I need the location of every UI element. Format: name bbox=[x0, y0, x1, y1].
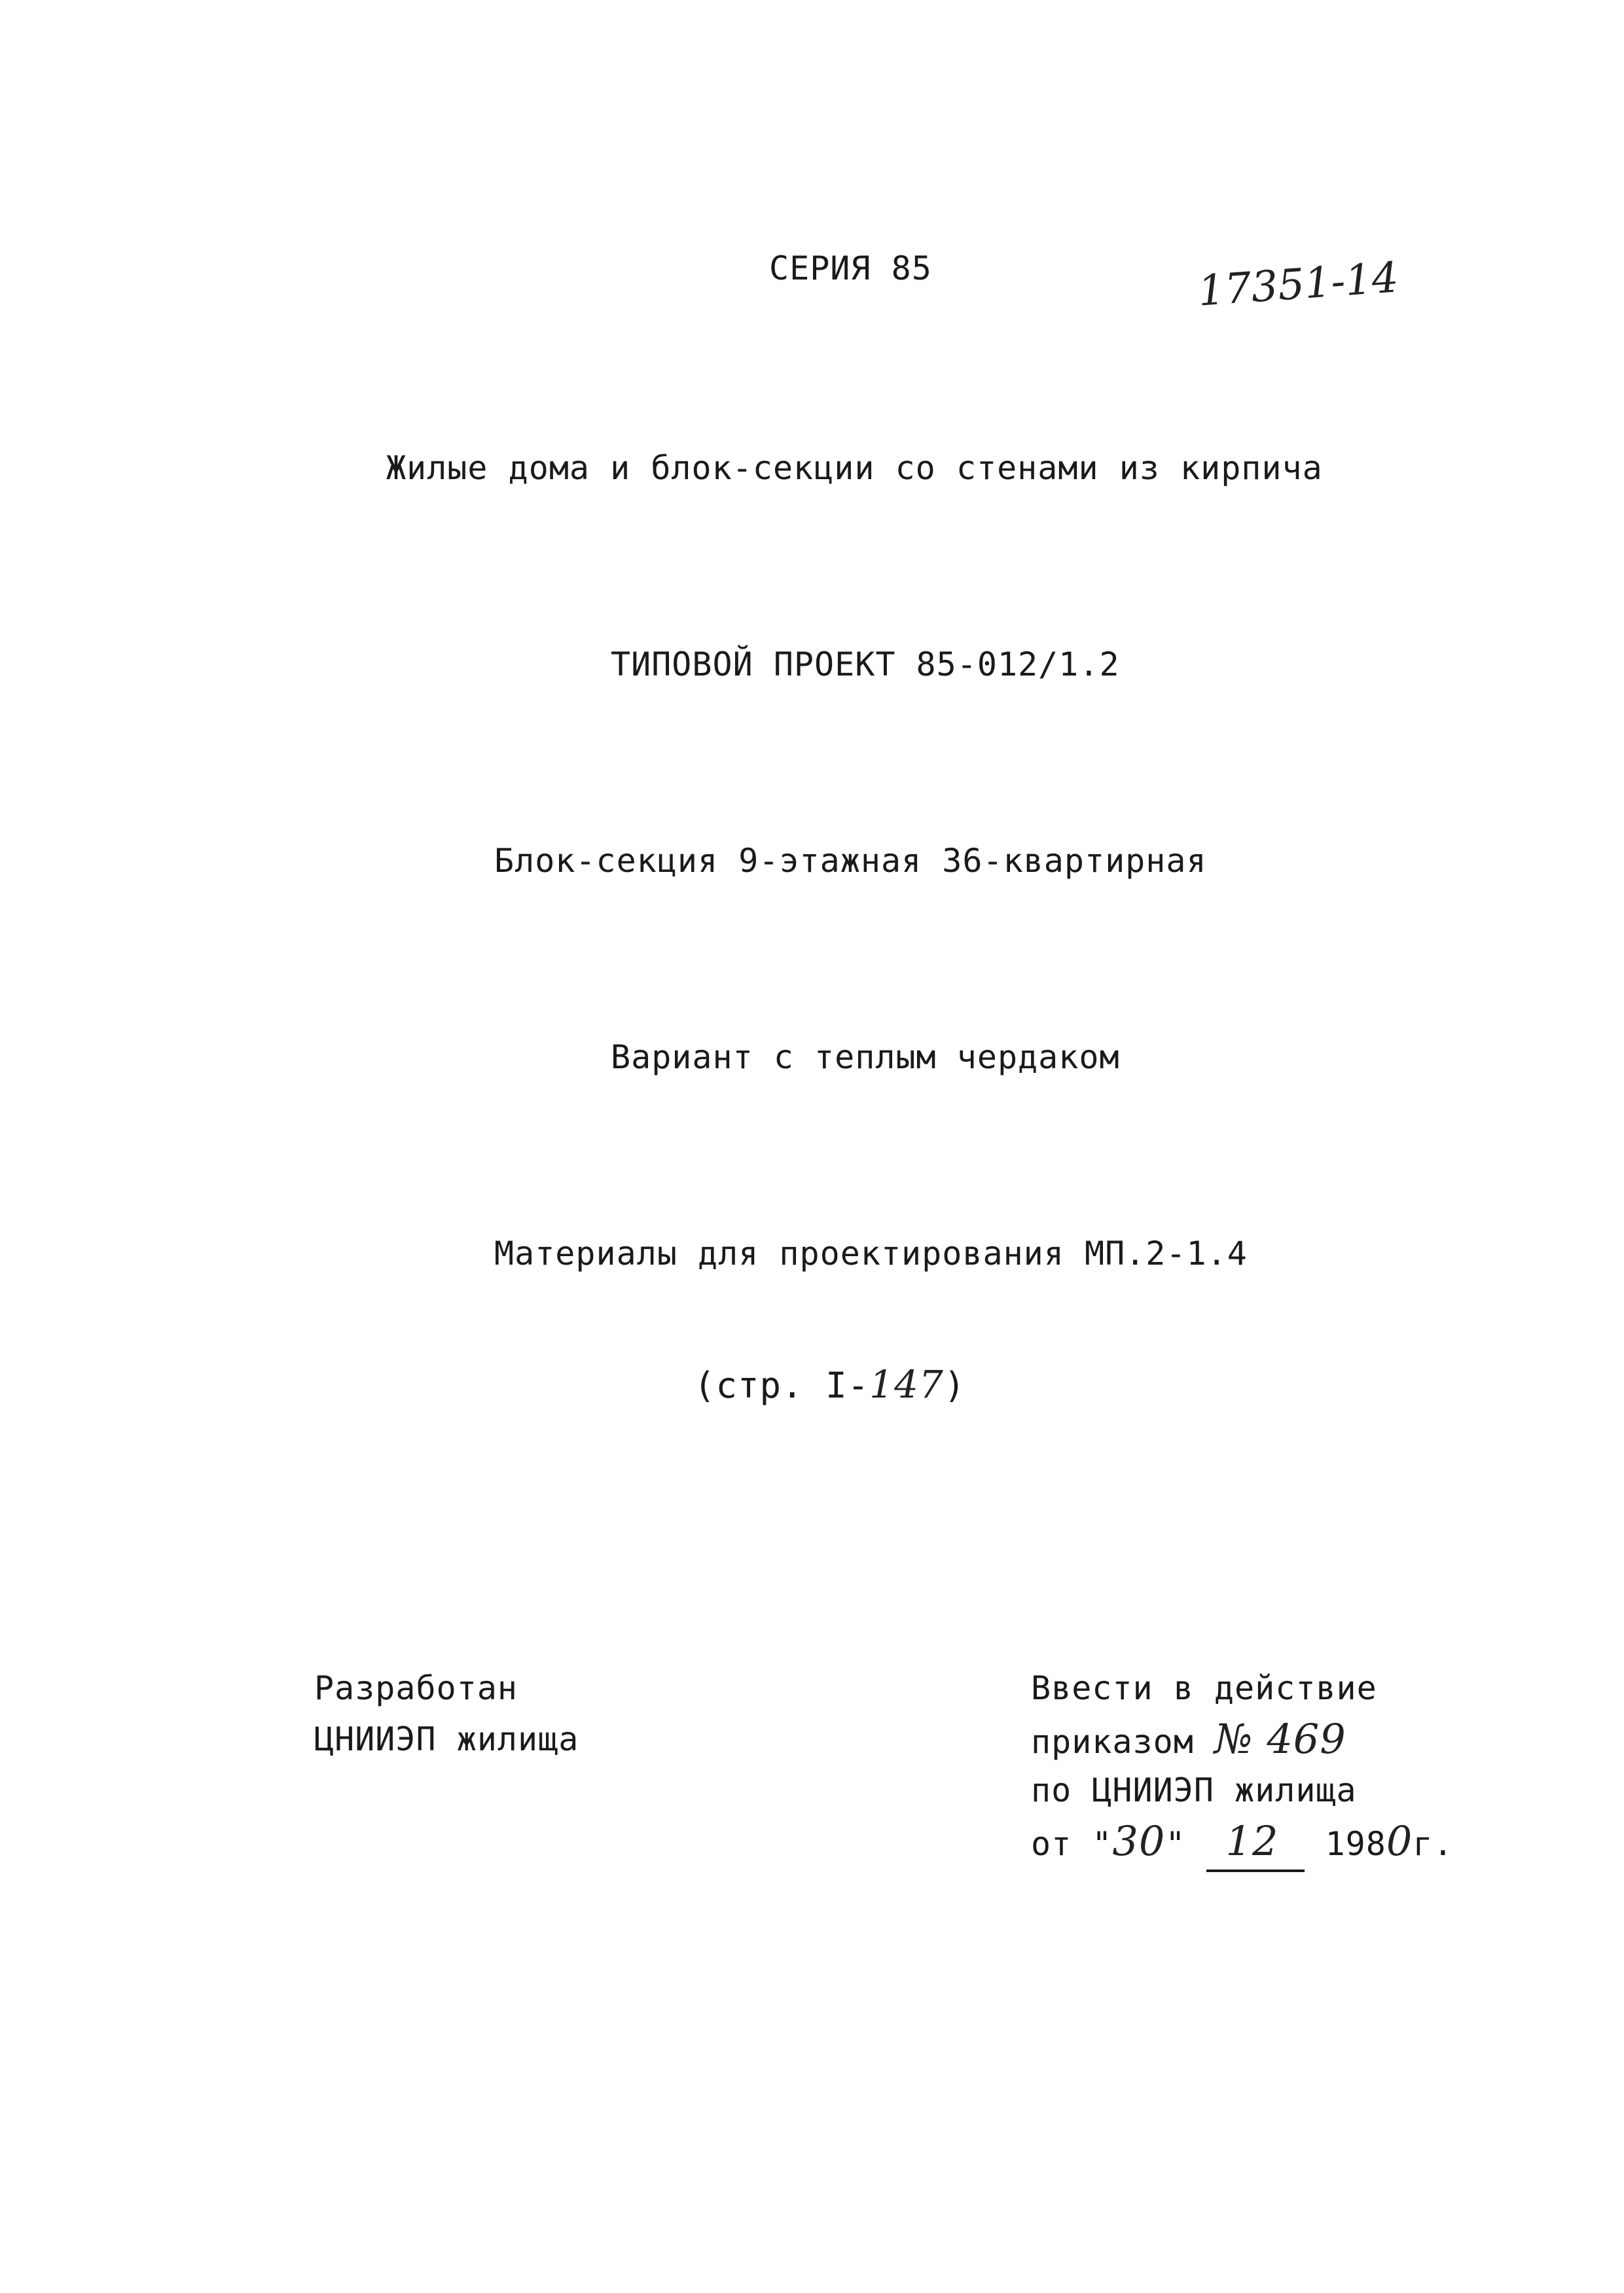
date-line bbox=[1031, 1816, 1454, 1867]
materials-title: Материалы для проектирования МП.2-1.4 bbox=[494, 1235, 1248, 1273]
handwritten-day: 30 bbox=[1112, 1817, 1166, 1865]
enact-label: Ввести в действие bbox=[1031, 1669, 1377, 1707]
developer-organization: ЦНИИЭП жилища bbox=[314, 1720, 579, 1758]
block-section-description: Блок-секция 9-этажная 36-квартирная bbox=[494, 842, 1207, 880]
developed-by-block bbox=[314, 1663, 579, 1765]
handwritten-month: 12 bbox=[1225, 1817, 1279, 1865]
enact-organization: по ЦНИИЭП жилища bbox=[1031, 1771, 1357, 1809]
handwritten-order-number: № 469 bbox=[1214, 1715, 1346, 1763]
date-mid: " bbox=[1165, 1825, 1186, 1863]
handwritten-year-digit: 0 bbox=[1386, 1817, 1413, 1865]
variant-description: Вариант с теплым чердаком bbox=[611, 1038, 1120, 1076]
date-prefix: от " bbox=[1031, 1825, 1113, 1863]
document-subtitle: Жилые дома и блок-секции со стенами из кирпича bbox=[386, 449, 1323, 487]
page-range-prefix: (стр. I- bbox=[694, 1365, 870, 1406]
year-prefix: 198 bbox=[1325, 1825, 1386, 1863]
project-title: ТИПОВОЙ ПРОЕКТ 85-012/1.2 bbox=[611, 645, 1120, 683]
page-range-suffix: ) bbox=[943, 1365, 966, 1406]
page-range bbox=[694, 1362, 966, 1407]
month-underline bbox=[1206, 1816, 1305, 1872]
page-range-handwritten-last: 147 bbox=[869, 1362, 944, 1407]
enactment-block bbox=[1031, 1663, 1454, 1867]
order-line bbox=[1031, 1714, 1454, 1765]
year-suffix: г. bbox=[1413, 1825, 1454, 1863]
developed-label: Разработан bbox=[314, 1669, 518, 1707]
handwritten-series-number: 17351-14 bbox=[1196, 253, 1400, 316]
order-prefix: приказом bbox=[1031, 1723, 1194, 1761]
series-title: СЕРИЯ 85 bbox=[769, 249, 932, 287]
